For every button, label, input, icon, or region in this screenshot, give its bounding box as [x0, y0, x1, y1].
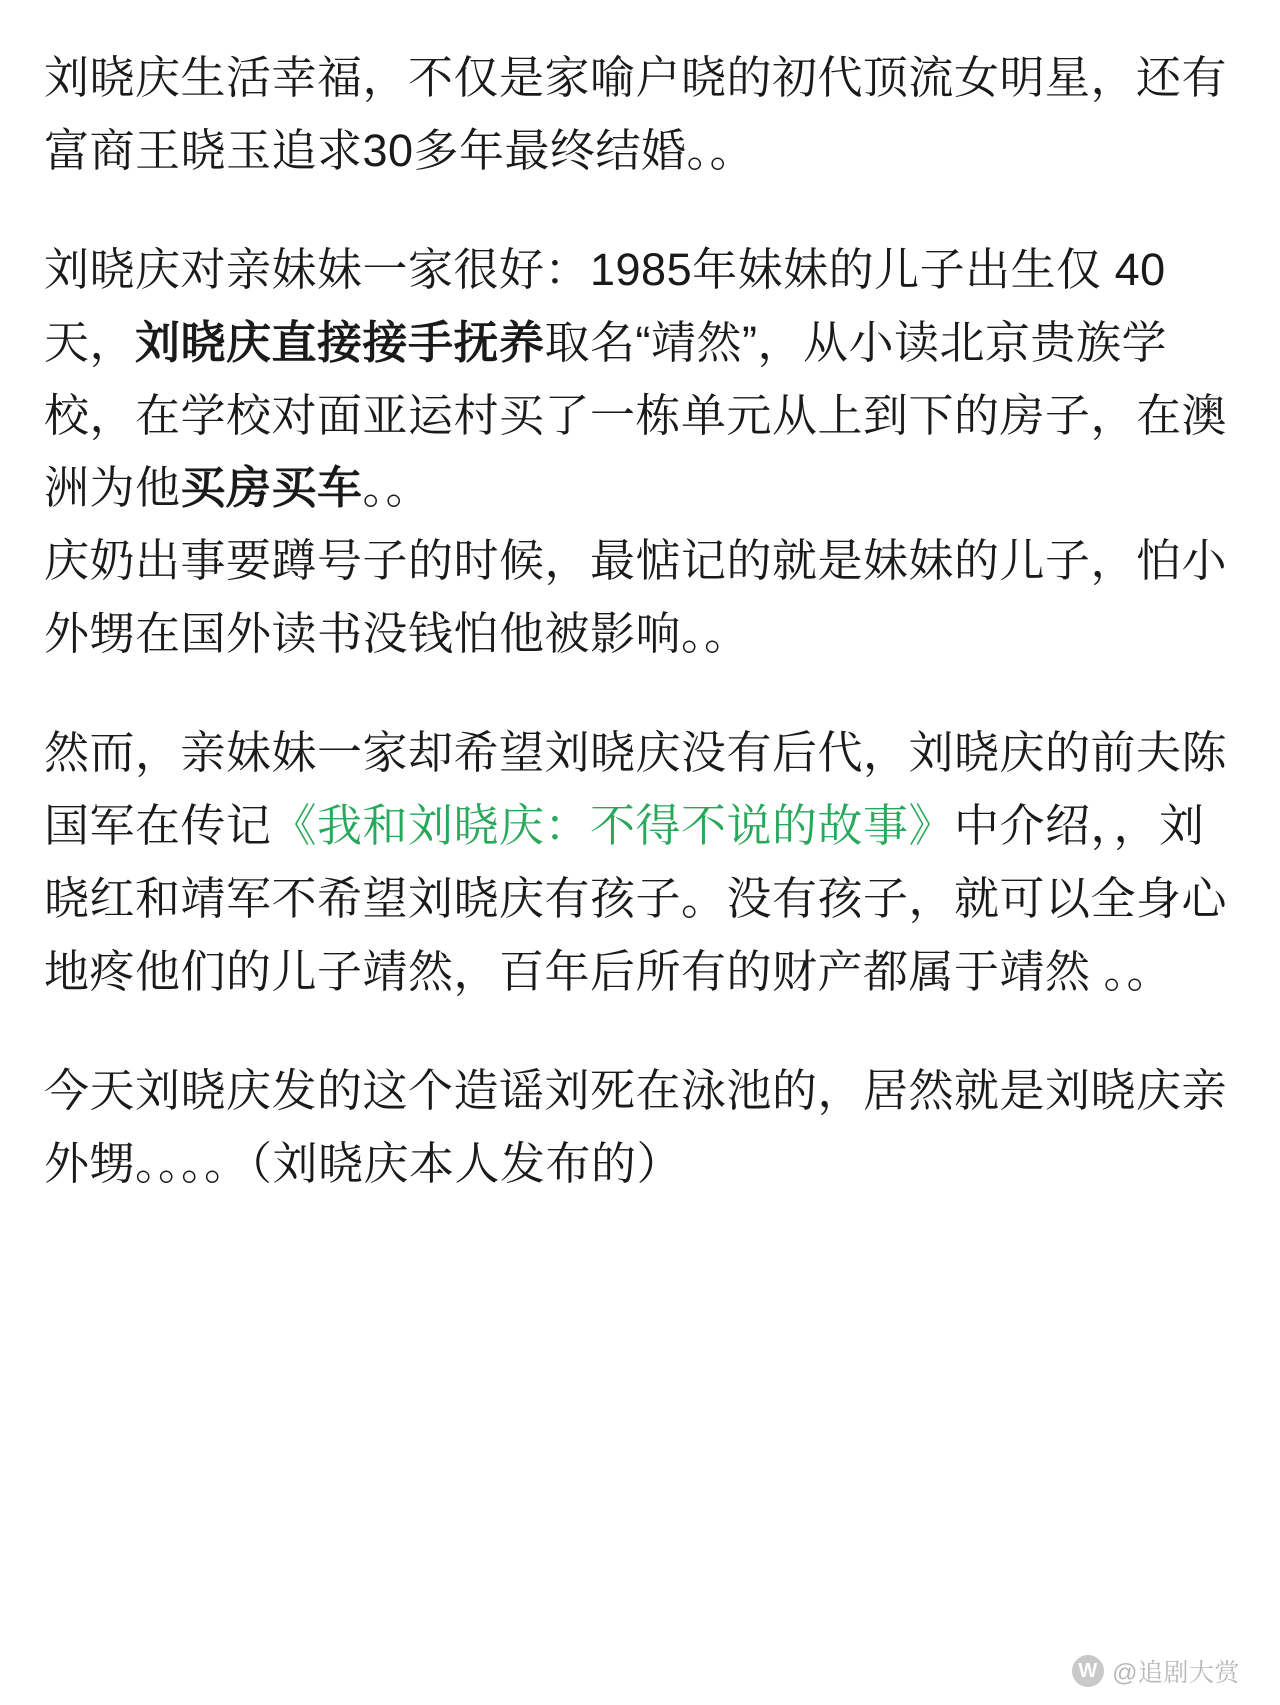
paragraph-1 [44, 42, 1236, 188]
paragraph-5 [44, 1055, 1236, 1201]
paragraph-2-segment-1: 刘晓庆对亲妹妹一家很好：1985年妹妹的儿子出生仅 40 天， [44, 243, 1166, 368]
paragraph-3 [44, 525, 1236, 671]
paragraph-5-text: 今天刘晓庆发的这个造谣刘死在泳池的，居然就是刘晓庆亲外甥。。。。（刘晓庆本人发布的） [44, 1064, 1228, 1189]
paragraph-1-text: 刘晓庆生活幸福，不仅是家喻户晓的初代顶流女明星，还有富商王晓玉追求30多年最终结婚。。 [44, 52, 1228, 176]
paragraph-4 [44, 717, 1236, 1009]
paragraph-4-segment-2: 中介绍，，刘晓红和靖军不希望刘晓庆有孩子。没有孩子，就可以全身心地疼他们的儿子靖然，百年后所有的财产都属于靖然 。。 [44, 800, 1228, 997]
paragraph-4-segment-1: 然而，亲妹妹一家却希望刘晓庆没有后代，刘晓庆的前夫陈国军在传记 [44, 727, 1228, 852]
watermark [1072, 1653, 1240, 1689]
weibo-icon: W [1072, 1655, 1104, 1687]
paragraph-2-bold-2: 买房买车 [180, 462, 363, 514]
watermark-label: @追剧大赏 [1112, 1659, 1240, 1687]
paragraph-2-bold-1: 刘晓庆直接接手抚养 [135, 316, 545, 368]
paragraph-2-segment-2: 取名“靖然”，从小读北京贵族学校，在学校对面亚运村买了一栋单元从上到下的房子，在澳洲为他 [44, 316, 1228, 514]
paragraph-3-text: 庆奶出事要蹲号子的时候，最惦记的就是妹妹的儿子，怕小外甥在国外读书没钱怕他被影响。。 [44, 535, 1228, 660]
book-title-link[interactable]: 《我和刘晓庆：不得不说的故事》 [271, 800, 955, 852]
paragraph-2 [44, 234, 1236, 526]
paragraph-2-segment-3: 。。 [362, 462, 432, 514]
